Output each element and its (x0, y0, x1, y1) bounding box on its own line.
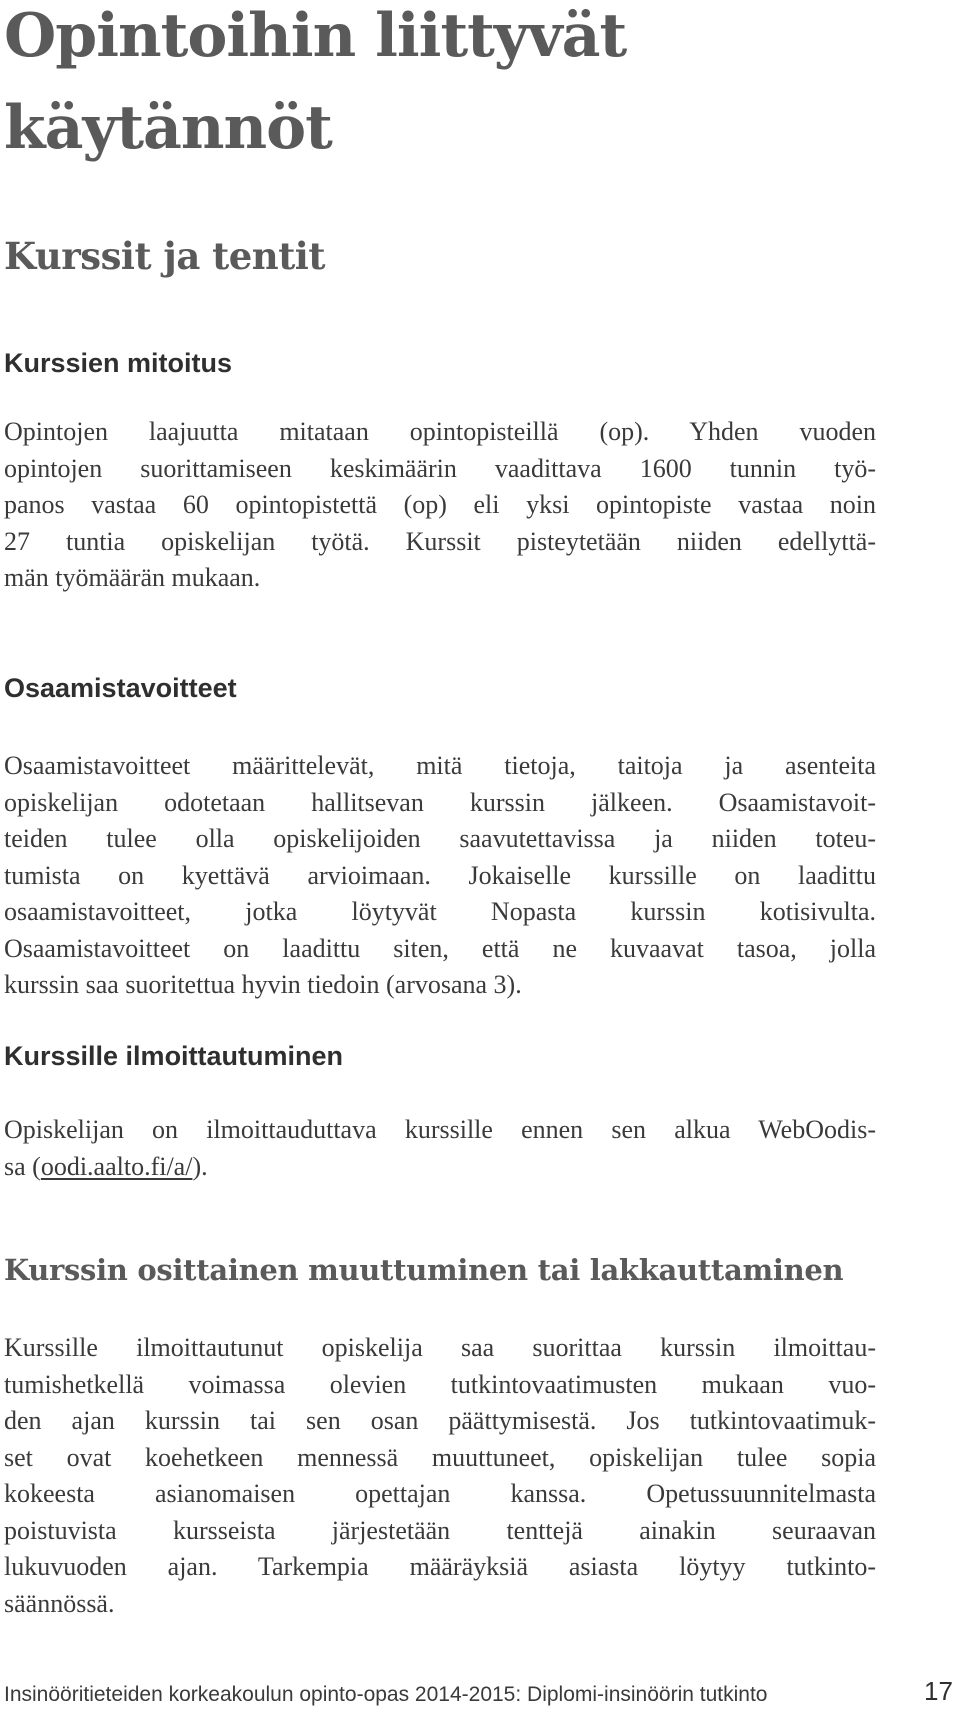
chapter-title (4, 0, 876, 174)
text-line: opiskelijan odotetaan hallitsevan kurssin jälkeen. Osaamistavoit- (4, 787, 876, 817)
text-line: tumishetkellä voimassa olevien tutkintovaatimusten mukaan vuo- (4, 1369, 876, 1399)
document-page (4, 0, 876, 1618)
section-title-course-change: Kurssin osittainen muuttuminen tai lakkauttaminen (4, 1253, 844, 1287)
chapter-title-line-1: Opintoihin liittyvät (4, 1, 627, 71)
text-fragment: ). (192, 1151, 208, 1181)
subheading-course-registration: Kurssille ilmoittautuminen (4, 1041, 344, 1071)
text-line: opintojen suorittamiseen keskimäärin vaadittava 1600 tunnin työ- (4, 453, 876, 483)
text-fragment: sa ( (4, 1151, 41, 1181)
paragraph-course-registration (4, 1112, 876, 1185)
chapter-title-line-2: käytännöt (4, 93, 332, 163)
text-line: säännössä. (4, 1588, 115, 1618)
page-footer: Insinööritieteiden korkeakoulun opinto-opas 2014-2015: Diplomi-insinöörin tutkinto (4, 1683, 768, 1706)
text-line: kurssin saa suoritettua hyvin tiedoin (arvosana 3). (4, 970, 522, 999)
text-line: Kurssille ilmoittautunut opiskelija saa suorittaa kurssin ilmoittau- (4, 1333, 876, 1362)
text-line (4, 1149, 876, 1186)
text-line: tumista on kyettävä arvioimaan. Jokaiselle kurssille on laadittu (4, 860, 876, 890)
text-line: Opintojen laajuutta mitataan opintopisteillä (op). Yhden vuoden (4, 417, 876, 446)
text-line: panos vastaa 60 opintopistettä (op) eli yksi opintopiste vastaa noin (4, 490, 876, 519)
text-line: osaamistavoitteet, jotka löytyvät Nopasta kurssin kotisivulta. (4, 897, 876, 926)
text-line: män työmäärän mukaan. (4, 563, 261, 592)
section-title-courses: Kurssit ja tentit (4, 234, 325, 278)
text-line: lukuvuoden ajan. Tarkempia määräyksiä asiasta löytyy tutkinto- (4, 1552, 876, 1581)
text-line: den ajan kurssin tai sen osan päättymisestä. Jos tutkintovaatimuk- (4, 1406, 876, 1435)
paragraph-course-sizing (4, 414, 876, 597)
text-line: 27 tuntia opiskelijan työtä. Kurssit pisteytetään niiden edellyttä- (4, 526, 876, 556)
weboodi-link[interactable]: oodi.aalto.fi/a/ (40, 1151, 193, 1181)
text-line: set ovat koehetkeen mennessä muuttuneet, opiskelijan tulee sopia (4, 1442, 876, 1472)
page-number: 17 (924, 1676, 953, 1706)
text-line: Opiskelijan on ilmoittauduttava kurssille ennen sen alkua WebOodis- (4, 1115, 876, 1144)
text-line: Osaamistavoitteet määrittelevät, mitä tietoja, taitoja ja asenteita (4, 751, 876, 780)
paragraph-course-change (4, 1330, 876, 1622)
text-line: teiden tulee olla opiskelijoiden saavutettavissa ja niiden toteu- (4, 824, 876, 853)
subheading-learning-outcomes: Osaamistavoitteet (4, 673, 237, 703)
paragraph-learning-outcomes (4, 748, 876, 1004)
text-line: Osaamistavoitteet on laadittu siten, että ne kuvaavat tasoa, jolla (4, 933, 876, 963)
text-line: kokeesta asianomaisen opettajan kanssa. Opetussuunnitelmasta (4, 1479, 876, 1508)
subheading-course-sizing: Kurssien mitoitus (4, 348, 233, 378)
text-line: poistuvista kursseista järjestetään tenttejä ainakin seuraavan (4, 1515, 876, 1545)
